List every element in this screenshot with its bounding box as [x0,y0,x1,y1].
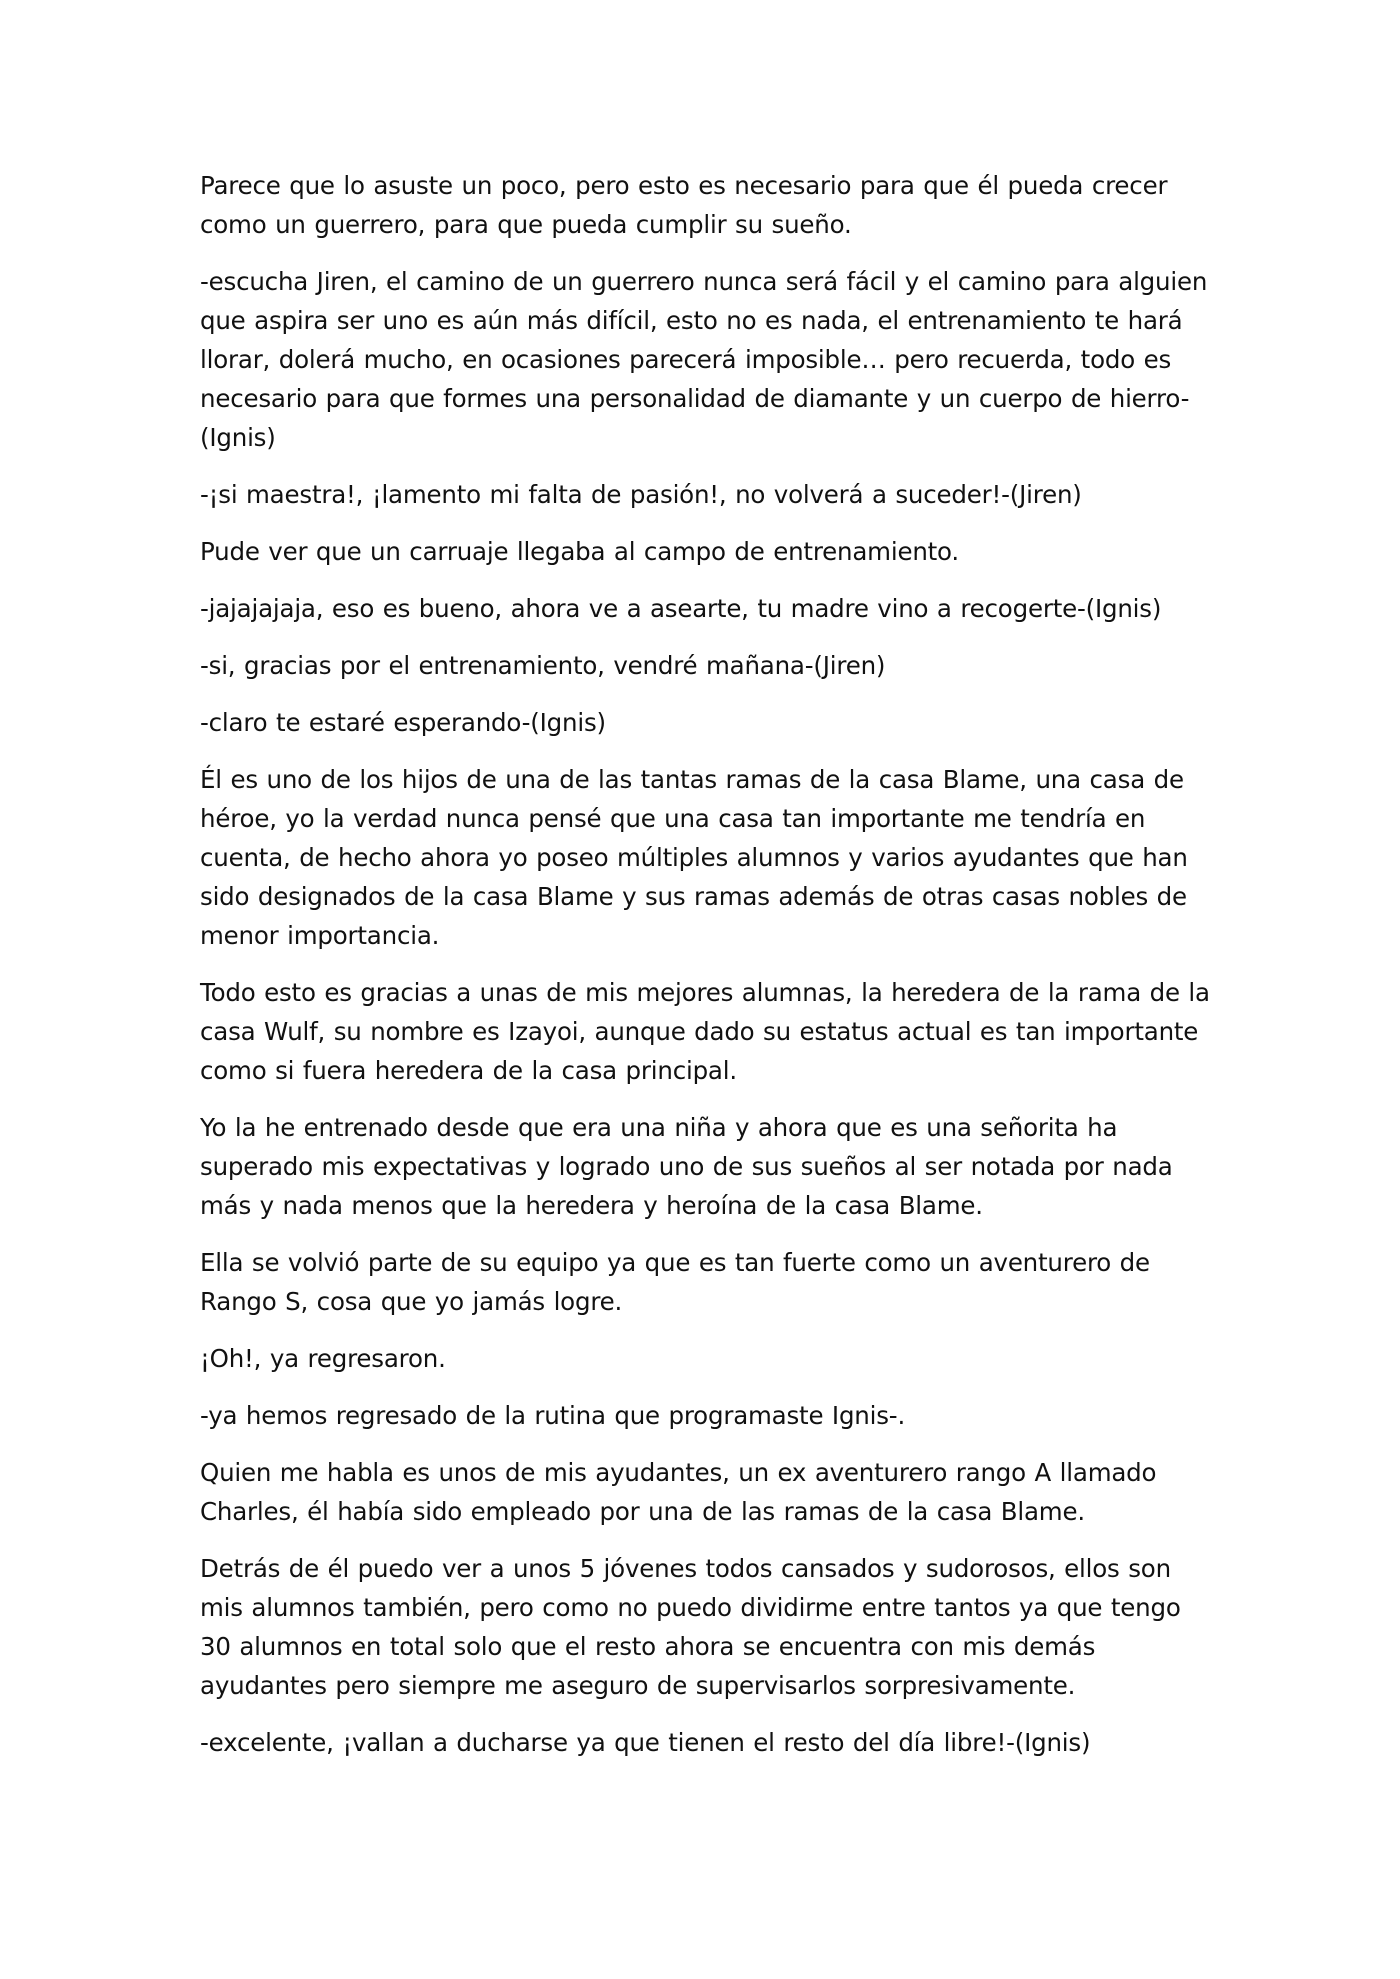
paragraph: ¡Oh!, ya regresaron. [200,1344,446,1373]
paragraph: Detrás de él puedo ver a unos 5 jóvenes todos cansados y sudorosos, ellos son mis alumnos también, pero como no puedo dividirme entre tantos ya que tengo 30 alumnos en total solo que el resto ahora se encuentra con mis demás ayudantes pero siempre me aseguro de supervisarlos sorpresivamente. [200,1554,1181,1700]
dialogue-paragraph: -ya hemos regresado de la rutina que programaste Ignis-. [200,1401,906,1430]
dialogue-paragraph: -claro te estaré esperando-(Ignis) [200,708,606,737]
dialogue-paragraph: -escucha Jiren, el camino de un guerrero nunca será fácil y el camino para alguien que aspira ser uno es aún más difícil, esto no es nada, el entrenamiento te hará llorar, dolerá mucho, en ocasiones parecerá imposible… pero recuerda, todo es necesario para que formes una personalidad de diamante y un cuerpo de hierro-(Ignis) [200,267,1208,452]
dialogue-paragraph: -si, gracias por el entrenamiento, vendré mañana-(Jiren) [200,651,886,680]
paragraph: Quien me habla es unos de mis ayudantes, un ex aventurero rango A llamado Charles, él había sido empleado por una de las ramas de la casa Blame. [200,1458,1157,1526]
paragraph: Pude ver que un carruaje llegaba al campo de entrenamiento. [200,537,959,566]
dialogue-paragraph: -jajajajaja, eso es bueno, ahora ve a asearte, tu madre vino a recogerte-(Ignis) [200,594,1162,623]
paragraph: Yo la he entrenado desde que era una niña y ahora que es una señorita ha superado mis expectativas y logrado uno de sus sueños al ser notada por nada más y nada menos que la heredera y heroína de la casa Blame. [200,1113,1173,1220]
dialogue-paragraph: -excelente, ¡vallan a ducharse ya que tienen el resto del día libre!-(Ignis) [200,1728,1091,1757]
paragraph: Él es uno de los hijos de una de las tantas ramas de la casa Blame, una casa de héroe, yo la verdad nunca pensé que una casa tan importante me tendría en cuenta, de hecho ahora yo poseo múltiples alumnos y varios ayudantes que han sido designados de la casa Blame y sus ramas además de otras casas nobles de menor importancia. [200,765,1188,950]
dialogue-paragraph: -¡si maestra!, ¡lamento mi falta de pasión!, no volverá a suceder!-(Jiren) [200,480,1082,509]
paragraph: Parece que lo asuste un poco, pero esto es necesario para que él pueda crecer como un guerrero, para que pueda cumplir su sueño. [200,171,1168,239]
paragraph: Ella se volvió parte de su equipo ya que es tan fuerte como un aventurero de Rango S, cosa que yo jamás logre. [200,1248,1150,1316]
paragraph: Todo esto es gracias a unas de mis mejores alumnas, la heredera de la rama de la casa Wulf, su nombre es Izayoi, aunque dado su estatus actual es tan importante como si fuera heredera de la casa principal. [200,978,1210,1085]
document-body [200,166,1210,1780]
